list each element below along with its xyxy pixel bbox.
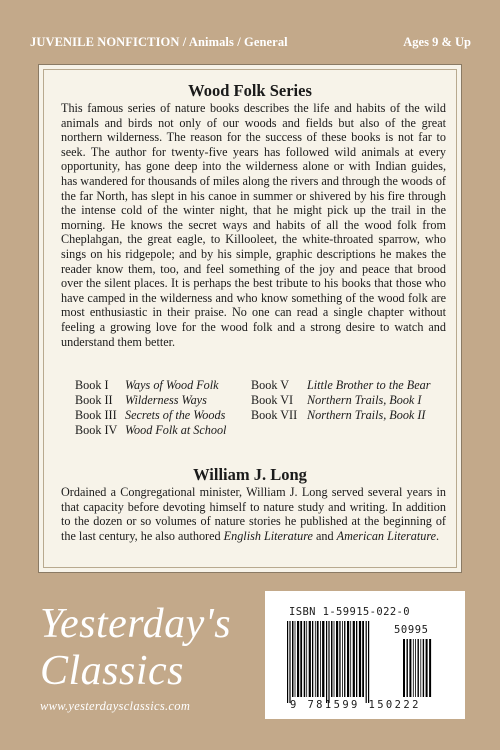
book-entry: [251, 378, 430, 393]
barcode-bar: [304, 621, 306, 697]
publisher-url: www.yesterdaysclassics.com: [40, 699, 191, 713]
barcode-bar: [423, 639, 424, 697]
barcode-bar: [420, 639, 421, 697]
book-entry: [75, 408, 226, 423]
barcode-bar: [336, 621, 338, 697]
barcode-bar: [426, 639, 428, 697]
barcode-bar: [415, 639, 416, 697]
book-number: Book IV: [75, 423, 118, 437]
barcode-bar: [331, 621, 333, 697]
barcode-bar: [413, 639, 414, 697]
book-title: Wilderness Ways: [125, 393, 207, 407]
barcode-bar: [328, 621, 329, 703]
book-title: Northern Trails, Book I: [307, 393, 422, 407]
ean-digits: 9 781599 150222: [290, 699, 421, 711]
logo-line-2: Classics: [40, 648, 185, 694]
header-bar: [0, 0, 500, 52]
barcode-bar: [359, 621, 361, 697]
barcode-bar: [418, 639, 419, 697]
book-number: Book V: [251, 378, 290, 392]
barcode-bar: [326, 621, 327, 703]
barcode-bar: [297, 621, 299, 697]
book-list-left: [75, 378, 226, 438]
series-title: Wood Folk Series: [188, 81, 312, 100]
bio-and: and: [312, 528, 337, 543]
description-panel: [38, 64, 462, 573]
barcode-bar: [347, 621, 349, 697]
barcode-bar: [403, 639, 405, 697]
book-number: Book VII: [251, 408, 298, 422]
book-title: Northern Trails, Book II: [307, 408, 426, 422]
barcode-bar: [429, 639, 431, 697]
bio-end: .: [436, 528, 440, 543]
barcode-bar: [292, 621, 294, 697]
age-range-label: Ages 9 & Up: [403, 35, 471, 49]
book-entry: [75, 393, 226, 408]
book-entry: [75, 378, 226, 393]
barcode-bar: [317, 621, 319, 697]
book-list-right: [251, 378, 430, 423]
barcode-bar: [339, 621, 340, 697]
book-title: Wood Folk at School: [125, 423, 227, 437]
barcode-bar: [353, 621, 355, 697]
isbn-label: ISBN 1-59915-022-0: [289, 606, 410, 618]
book-title: Ways of Wood Folk: [125, 378, 219, 392]
barcode-bar: [409, 639, 411, 697]
author-bio: [61, 485, 446, 543]
barcode-bar: [368, 621, 369, 703]
barcode-bar: [362, 621, 364, 697]
book-entry: [251, 408, 430, 423]
book-title: Secrets of the Woods: [125, 408, 226, 422]
barcode-bar: [407, 639, 408, 697]
barcode-bar: [342, 621, 343, 697]
book-entry: [75, 423, 226, 438]
barcode-bar: [295, 621, 296, 697]
barcode-bar: [287, 621, 288, 703]
series-description: This famous series of nature books describes the life and habits of the wild animals and birds not only of our woods and fields but also of the great northern wilderness. The reason for the success of these books is not far to seek. The author for twenty-five years has followed wild animals at every opportunity, has gone deep into the wilderness alone or with Indian guides, has wandered for thousands of miles along the rivers and through the woods of the far North, has slept in his canoe in summer or shivered by his fire through the intense cold of the winter night, that he might pick up the trail in the morning. He knows the secret ways and habits of all the wood folk from Cheplahgan, the great eagle, to Killooleet, the white-throated sparrow, who sings on his ridgepole; and by his simple, graphic descriptions he makes the reader know them, too, and feel something of the joy and peace that brood over the silent places. It is perhaps the best tribute to his books that those who have camped in the wilderness and who know something of the wood folk are most enthusiastic in their praise. No one can read a single chapter without feeling a growing love for the wood folk and a strong desire to watch and understand them better.: [61, 101, 446, 349]
barcode-block: [265, 591, 465, 719]
logo-line-1: Yesterday's: [40, 601, 232, 647]
barcode-bar: [320, 621, 321, 697]
book-entry: [251, 393, 430, 408]
barcode-bar: [350, 621, 351, 697]
barcode-bar: [356, 621, 357, 697]
book-number: Book I: [75, 378, 109, 392]
barcode-bar: [309, 621, 311, 697]
barcode-bar: [315, 621, 316, 697]
bio-text: Ordained a Congregational minister, William J. Long served several years in that capacity before devoting himself to nature study and writing. In addition to the dozen or so volumes of nature stories he published at the beginning of the last century, he also authored: [61, 485, 446, 543]
book-number: Book II: [75, 393, 113, 407]
barcode-bar: [322, 621, 324, 697]
barcode-bar: [312, 621, 313, 697]
book-number: Book VI: [251, 393, 294, 407]
price-code: 50995: [394, 624, 429, 636]
barcode-bar: [366, 621, 367, 703]
bio-book-english: English Literature: [223, 528, 313, 543]
author-name: William J. Long: [193, 465, 307, 484]
bio-book-american: American Literature: [336, 528, 437, 543]
barcode-bar: [289, 621, 290, 703]
category-label: JUVENILE NONFICTION / Animals / General: [30, 35, 288, 49]
barcode-bar: [334, 621, 335, 697]
barcode-bar: [300, 621, 302, 697]
book-title: Little Brother to the Bear: [307, 378, 431, 392]
barcode-bar: [344, 621, 345, 697]
barcode-bar: [306, 621, 307, 697]
book-number: Book III: [75, 408, 117, 422]
